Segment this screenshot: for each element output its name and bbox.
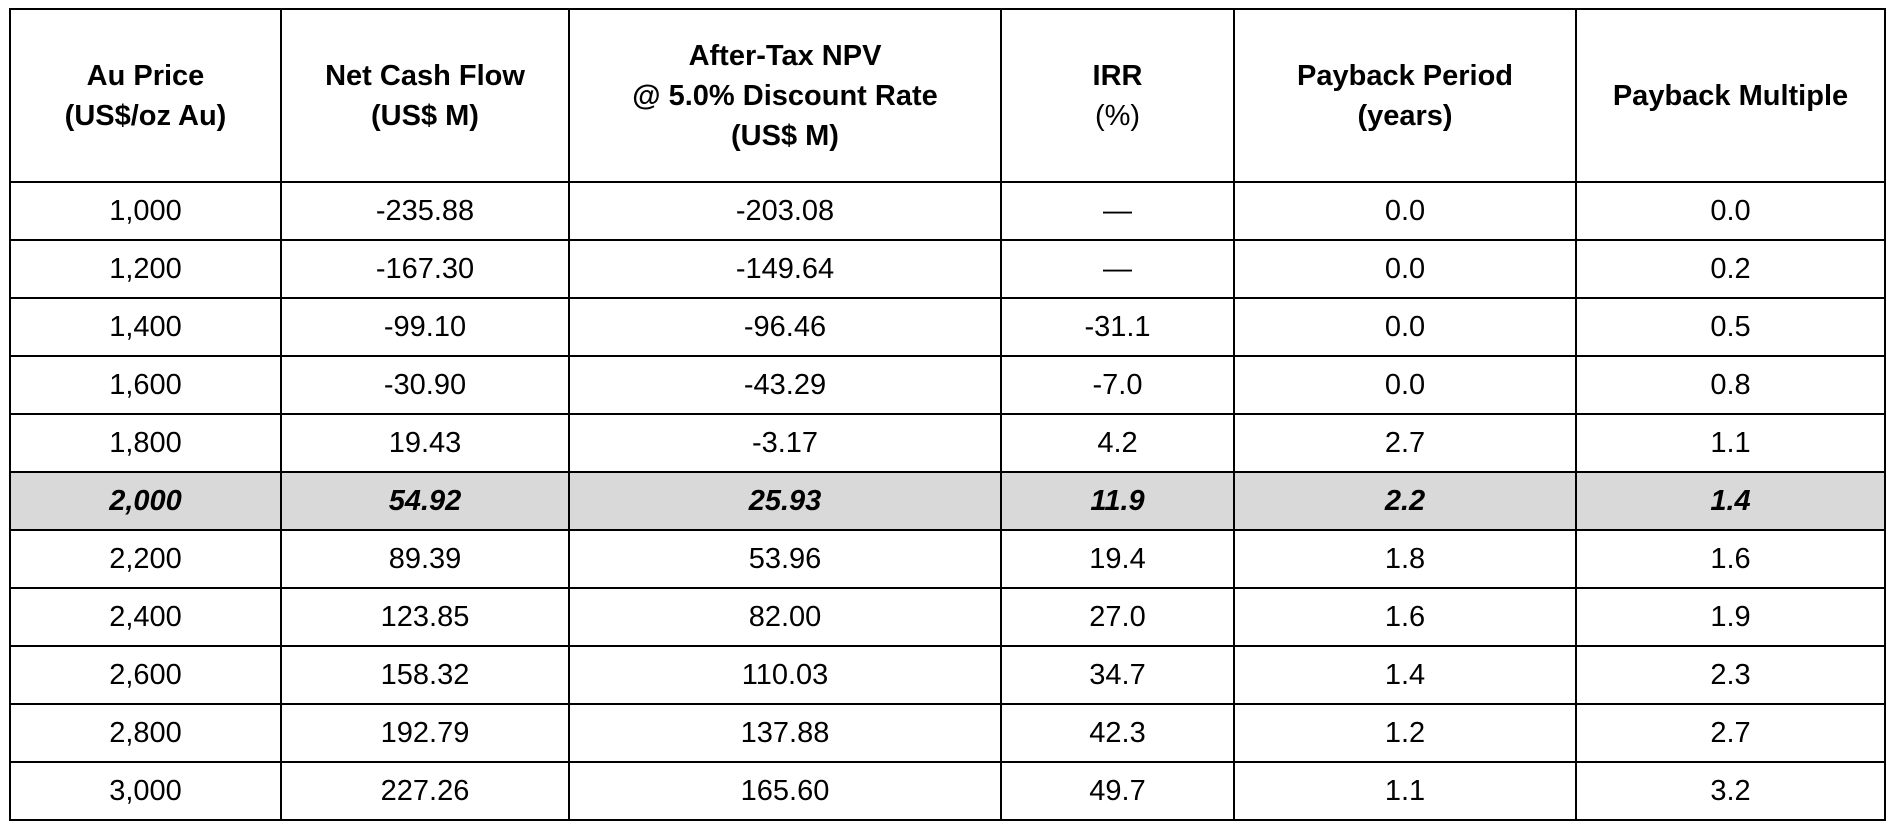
table-row-base-case: [10, 472, 1885, 530]
table-row: [10, 704, 1885, 762]
table-row: [10, 356, 1885, 414]
header-line: (US$ M): [371, 99, 479, 132]
header-line: Au Price: [86, 59, 205, 92]
cell-au-price: 1,000: [10, 182, 281, 240]
cell-after-tax-npv: -3.17: [569, 414, 1001, 472]
cell-payback-multiple: 0.5: [1576, 298, 1885, 356]
header-line: (%): [1094, 99, 1141, 132]
cell-payback-period: 1.2: [1234, 704, 1576, 762]
header-line: (US$ M): [731, 119, 839, 152]
cell-payback-period: 0.0: [1234, 182, 1576, 240]
column-header-irr: [1001, 9, 1234, 182]
cell-after-tax-npv: -43.29: [569, 356, 1001, 414]
cell-payback-period: 0.0: [1234, 356, 1576, 414]
cell-net-cash-flow: 227.26: [281, 762, 569, 820]
cell-after-tax-npv: 137.88: [569, 704, 1001, 762]
cell-irr: -31.1: [1001, 298, 1234, 356]
cell-payback-period: 0.0: [1234, 298, 1576, 356]
header-line: Net Cash Flow: [325, 59, 525, 92]
table-row: [10, 588, 1885, 646]
cell-net-cash-flow: -167.30: [281, 240, 569, 298]
cell-irr: 11.9: [1001, 472, 1234, 530]
cell-after-tax-npv: 165.60: [569, 762, 1001, 820]
cell-net-cash-flow: -235.88: [281, 182, 569, 240]
column-header-payback-multiple: [1576, 9, 1885, 182]
cell-net-cash-flow: 123.85: [281, 588, 569, 646]
column-header-after-tax-npv: [569, 9, 1001, 182]
header-line: @ 5.0% Discount Rate: [632, 79, 938, 112]
table-row: [10, 762, 1885, 820]
cell-payback-period: 1.4: [1234, 646, 1576, 704]
cell-payback-period: 1.6: [1234, 588, 1576, 646]
header-line: Payback Period: [1297, 59, 1513, 92]
cell-irr: -7.0: [1001, 356, 1234, 414]
cell-au-price: 2,200: [10, 530, 281, 588]
cell-net-cash-flow: -99.10: [281, 298, 569, 356]
cell-irr: 19.4: [1001, 530, 1234, 588]
table-row: [10, 414, 1885, 472]
cell-after-tax-npv: -149.64: [569, 240, 1001, 298]
column-header-net-cash-flow: [281, 9, 569, 182]
cell-payback-multiple: 1.4: [1576, 472, 1885, 530]
cell-au-price: 2,800: [10, 704, 281, 762]
cell-irr: —: [1001, 182, 1234, 240]
cell-au-price: 1,200: [10, 240, 281, 298]
table-row: [10, 298, 1885, 356]
cell-irr: 49.7: [1001, 762, 1234, 820]
cell-au-price: 3,000: [10, 762, 281, 820]
cell-payback-multiple: 0.0: [1576, 182, 1885, 240]
table-row: [10, 240, 1885, 298]
cell-irr: —: [1001, 240, 1234, 298]
cell-payback-multiple: 2.3: [1576, 646, 1885, 704]
cell-payback-multiple: 3.2: [1576, 762, 1885, 820]
table-row: [10, 646, 1885, 704]
table-row: [10, 182, 1885, 240]
cell-au-price: 1,600: [10, 356, 281, 414]
gold-price-sensitivity-table: [9, 8, 1886, 821]
cell-au-price: 1,400: [10, 298, 281, 356]
cell-after-tax-npv: 25.93: [569, 472, 1001, 530]
cell-payback-period: 0.0: [1234, 240, 1576, 298]
cell-after-tax-npv: 110.03: [569, 646, 1001, 704]
cell-payback-period: 2.2: [1234, 472, 1576, 530]
table-body: [10, 182, 1885, 820]
table-row: [10, 530, 1885, 588]
cell-net-cash-flow: 89.39: [281, 530, 569, 588]
cell-irr: 4.2: [1001, 414, 1234, 472]
header-line: (years): [1357, 99, 1453, 132]
column-header-payback-period: [1234, 9, 1576, 182]
cell-payback-multiple: 1.9: [1576, 588, 1885, 646]
header-line: (US$/oz Au): [64, 99, 227, 132]
header-line: After-Tax NPV: [688, 39, 882, 72]
sensitivity-table-container: [9, 8, 1884, 821]
table-header-row: [10, 9, 1885, 182]
cell-irr: 42.3: [1001, 704, 1234, 762]
cell-au-price: 1,800: [10, 414, 281, 472]
cell-au-price: 2,600: [10, 646, 281, 704]
cell-net-cash-flow: 158.32: [281, 646, 569, 704]
cell-payback-multiple: 0.2: [1576, 240, 1885, 298]
cell-after-tax-npv: 82.00: [569, 588, 1001, 646]
cell-net-cash-flow: 54.92: [281, 472, 569, 530]
cell-au-price: 2,000: [10, 472, 281, 530]
cell-irr: 34.7: [1001, 646, 1234, 704]
cell-after-tax-npv: -203.08: [569, 182, 1001, 240]
cell-au-price: 2,400: [10, 588, 281, 646]
cell-payback-period: 2.7: [1234, 414, 1576, 472]
cell-net-cash-flow: -30.90: [281, 356, 569, 414]
cell-payback-multiple: 0.8: [1576, 356, 1885, 414]
header-line: Payback Multiple: [1612, 79, 1849, 112]
cell-net-cash-flow: 192.79: [281, 704, 569, 762]
cell-payback-period: 1.1: [1234, 762, 1576, 820]
cell-irr: 27.0: [1001, 588, 1234, 646]
cell-after-tax-npv: -96.46: [569, 298, 1001, 356]
cell-payback-period: 1.8: [1234, 530, 1576, 588]
cell-net-cash-flow: 19.43: [281, 414, 569, 472]
cell-after-tax-npv: 53.96: [569, 530, 1001, 588]
column-header-au-price: [10, 9, 281, 182]
cell-payback-multiple: 2.7: [1576, 704, 1885, 762]
cell-payback-multiple: 1.1: [1576, 414, 1885, 472]
cell-payback-multiple: 1.6: [1576, 530, 1885, 588]
header-line: IRR: [1092, 59, 1143, 92]
